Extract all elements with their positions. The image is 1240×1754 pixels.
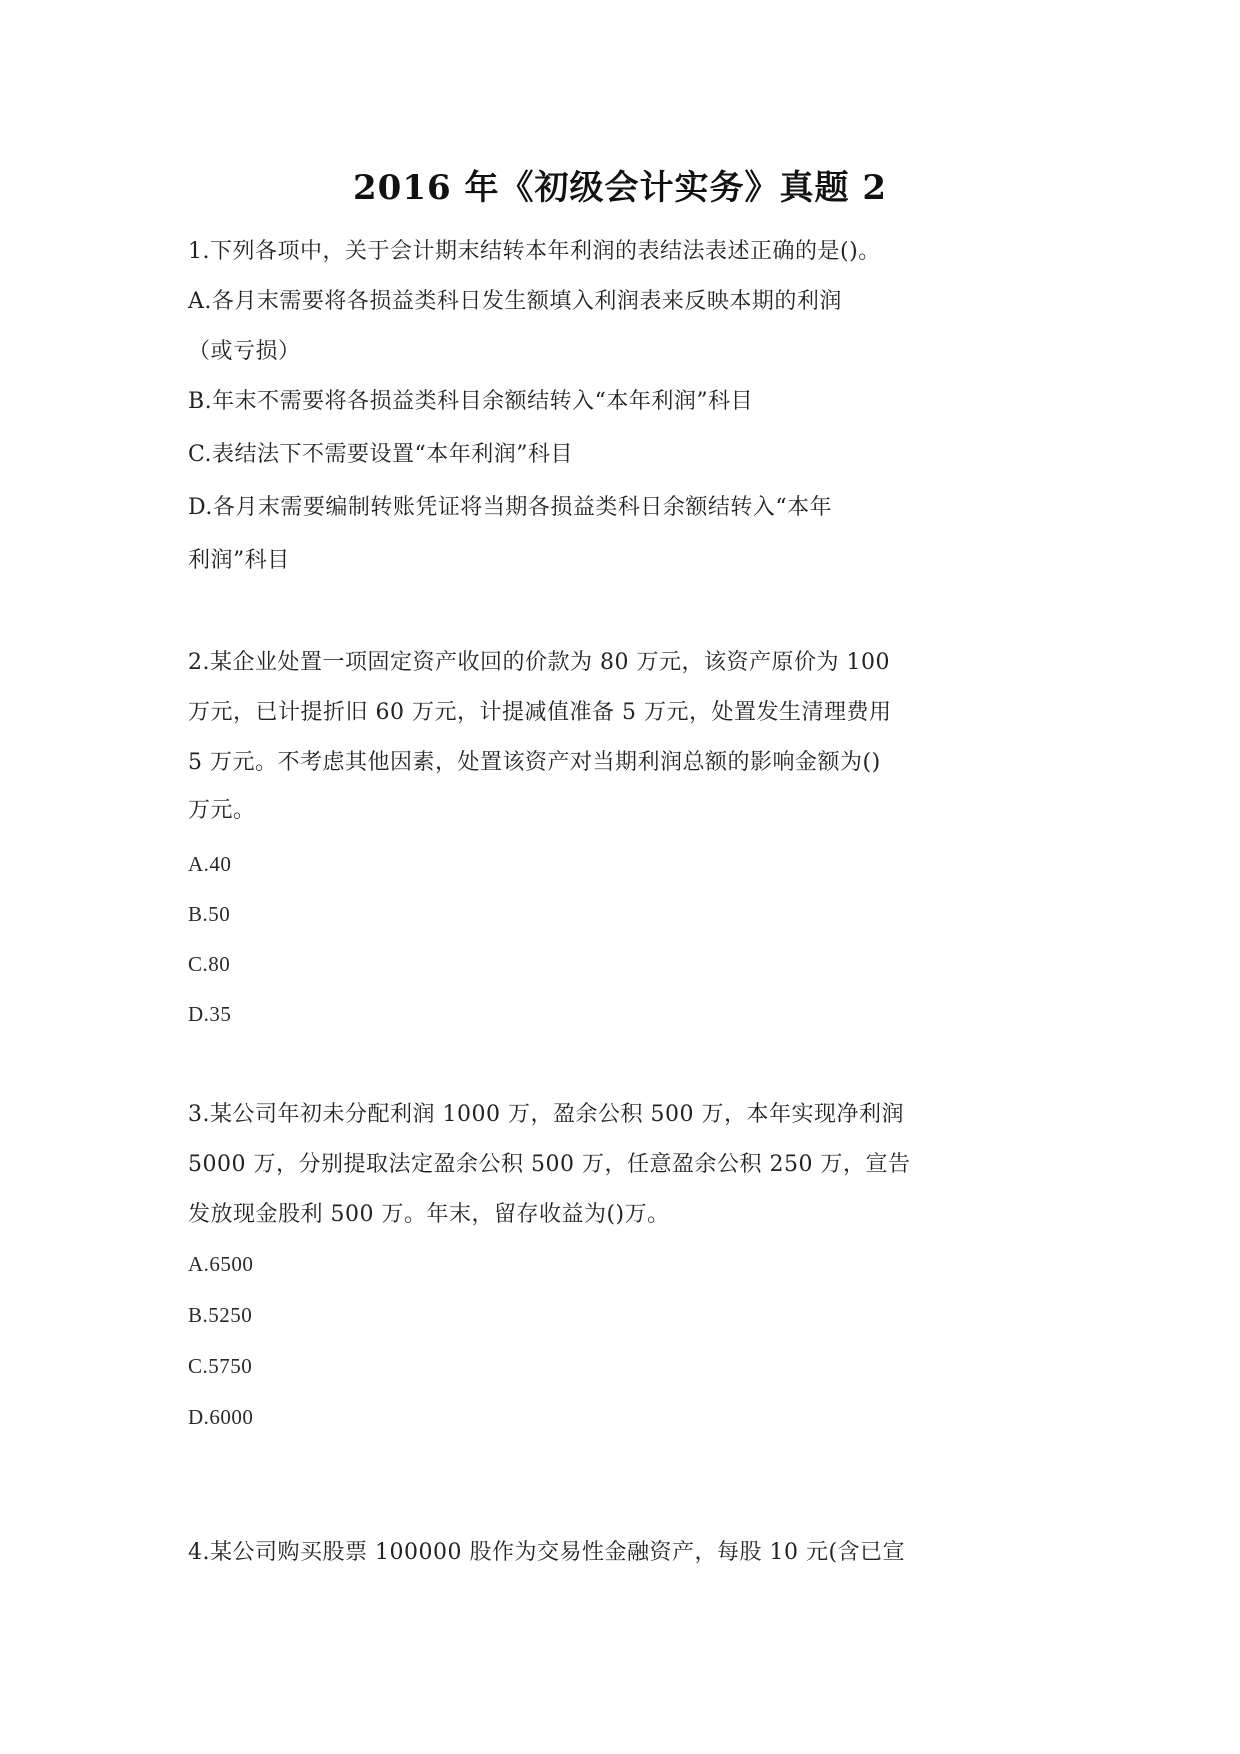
question-2-option-a: A.40	[188, 852, 232, 876]
question-1-option-b: B.年末不需要将各损益类科目余额结转入“本年利润”科目	[188, 389, 754, 414]
question-1-option-d: D.各月末需要编制转账凭证将当期各损益类科日余额结转入“本年	[188, 495, 833, 520]
question-2-stem-line-3: 5 万元。不考虑其他因素，处置该资产对当期利润总额的影响金额为()	[188, 750, 881, 775]
question-1-option-c: C.表结法下不需要设置“本年利润”科目	[188, 442, 574, 467]
question-3-stem-line-3: 发放现金股利 500 万。年末，留存收益为()万。	[188, 1202, 670, 1227]
question-3-stem-line-2: 5000 万，分别提取法定盈余公积 500 万，任意盈余公积 250 万，宣告	[188, 1152, 911, 1177]
question-3-option-c: C.5750	[188, 1354, 253, 1378]
question-3-option-a: A.6500	[188, 1252, 254, 1276]
question-2-option-d: D.35	[188, 1002, 232, 1026]
question-3-stem-line-1: 3.某公司年初未分配利润 1000 万，盈余公积 500 万，本年实现净利润	[188, 1102, 904, 1127]
question-2-option-b: B.50	[188, 902, 231, 926]
question-3-option-d: D.6000	[188, 1405, 254, 1429]
document-title: 2016 年《初级会计实务》真题 2	[353, 168, 887, 208]
question-2-stem-line-1: 2.某企业处置一项固定资产收回的价款为 80 万元，该资产原价为 100	[188, 650, 890, 675]
question-1-option-d-continued: 利润”科目	[188, 548, 290, 573]
question-3-option-b: B.5250	[188, 1303, 253, 1327]
question-1-option-a: A.各月末需要将各损益类科日发生额填入利润表来反映本期的利润	[188, 289, 842, 314]
question-4-stem-line-1: 4.某公司购买股票 100000 股作为交易性金融资产，每股 10 元(含已宣	[188, 1540, 906, 1565]
question-1-stem: 1.下列各项中，关于会计期末结转本年利润的表结法表述正确的是()。	[188, 239, 881, 264]
question-1-option-a-continued: （或亏损）	[188, 339, 301, 364]
question-2-stem-line-2: 万元，已计提折旧 60 万元，计提减值准备 5 万元，处置发生清理费用	[188, 700, 892, 725]
question-2-option-c: C.80	[188, 952, 231, 976]
question-2-stem-line-4: 万元。	[188, 798, 256, 823]
